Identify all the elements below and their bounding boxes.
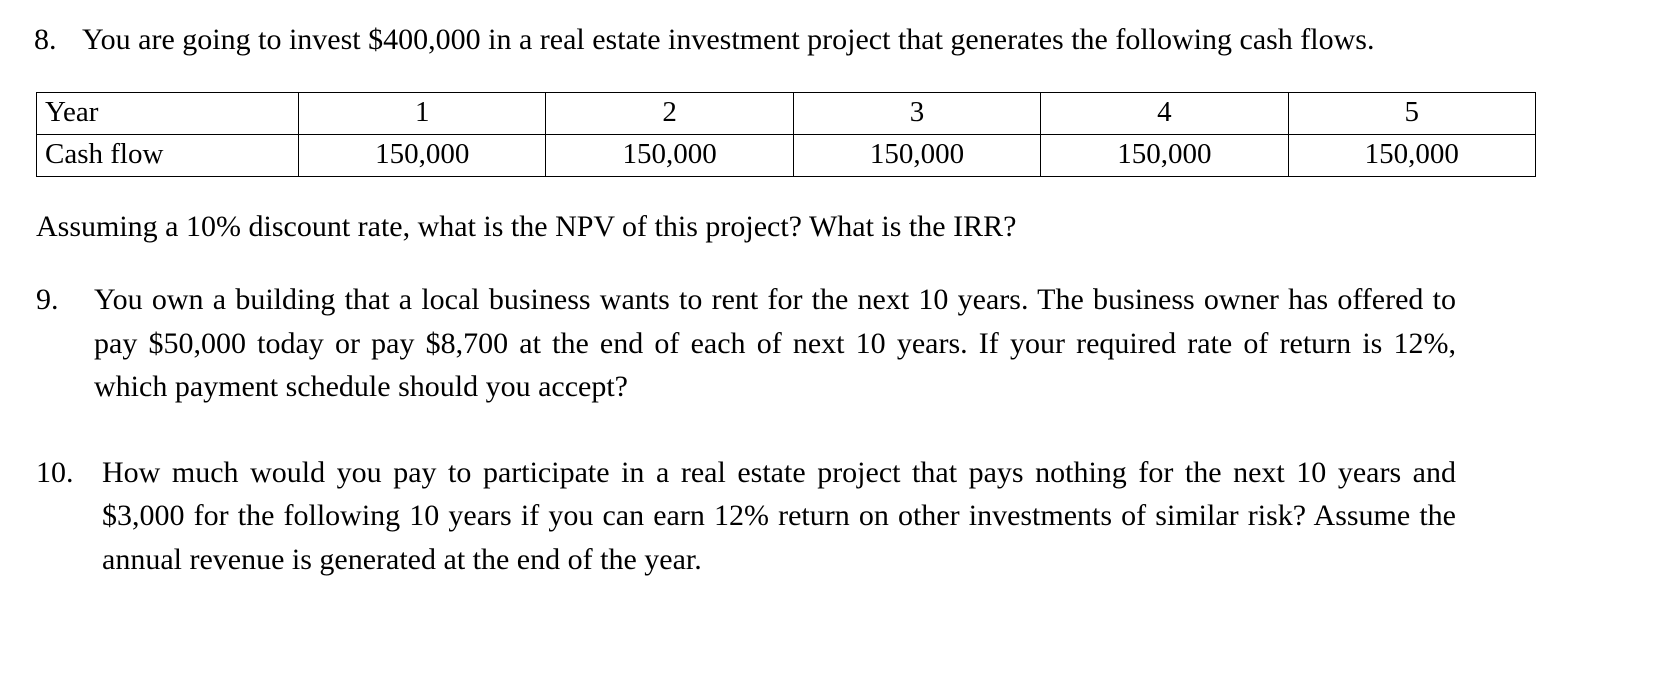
question-10-text: How much would you pay to participate in a real estate project that pays nothing for the next 10 years and $3,000 for the following 10 years if you can earn 12% return on other investments of similar risk? Assume the annual revenue is generated at the end of the year. <box>102 455 1456 576</box>
question-8 <box>34 18 1524 62</box>
cash-flow-table <box>36 92 1536 177</box>
question-9-text: You own a building that a local business wants to rent for the next 10 years. The business owner has offered to pay $50,000 today or pay $8,700 at the end of each of next 10 years. If your required rate of return is 12%, which payment schedule should you accept? <box>94 283 1456 403</box>
question-10-number: 10. <box>36 455 74 489</box>
year-cell-3: 3 <box>793 92 1040 134</box>
year-cell-1: 1 <box>299 92 546 134</box>
question-9 <box>36 278 1456 409</box>
question-8-followup: Assuming a 10% discount rate, what is the NPV of this project? What is the IRR? <box>36 209 1017 243</box>
table-row-year <box>37 92 1536 134</box>
row-label-year: Year <box>37 92 299 134</box>
question-10 <box>36 451 1456 582</box>
cash-flow-cell-5: 150,000 <box>1288 134 1535 176</box>
year-cell-2: 2 <box>546 92 793 134</box>
year-cell-5: 5 <box>1288 92 1535 134</box>
table-row-cash-flow <box>37 134 1536 176</box>
cash-flow-cell-3: 150,000 <box>793 134 1040 176</box>
question-8-text: You are going to invest $400,000 in a real estate investment project that generates the following cash flows. <box>82 23 1375 56</box>
question-9-number: 9. <box>36 283 59 316</box>
question-8-number: 8. <box>34 23 57 56</box>
cash-flow-cell-2: 150,000 <box>546 134 793 176</box>
year-cell-4: 4 <box>1041 92 1288 134</box>
cash-flow-cell-1: 150,000 <box>299 134 546 176</box>
row-label-cash-flow: Cash flow <box>37 134 299 176</box>
cash-flow-cell-4: 150,000 <box>1041 134 1288 176</box>
